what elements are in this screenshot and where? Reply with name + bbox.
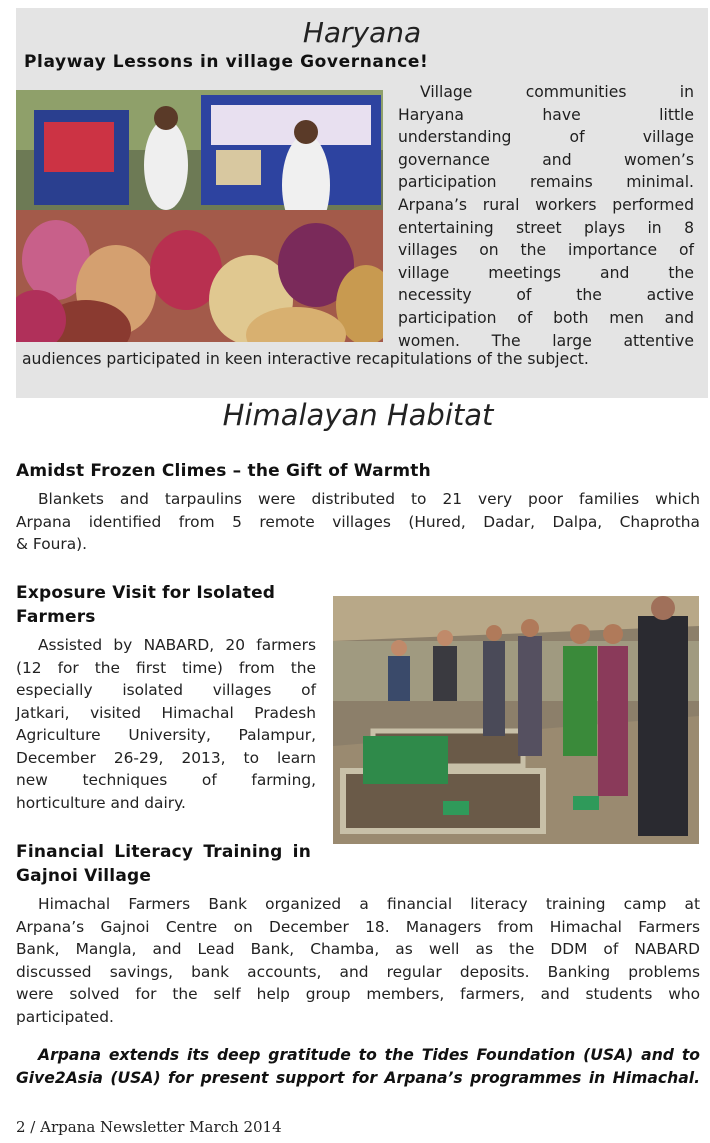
farm-visit-photo	[333, 596, 699, 844]
exposure-line: Agriculture University, Palampur,	[16, 726, 316, 744]
exposure-line: December 26-29, 2013, to learn	[16, 748, 316, 767]
haryana-line: village meetings and the	[398, 263, 694, 282]
finlit-line: participated.	[16, 1007, 114, 1026]
exposure-line: especially isolated villages of	[16, 681, 316, 699]
gratitude-line: Give2Asia (USA) for present support for Arpana’s programmes in Himachal.	[16, 1068, 700, 1087]
exposure-heading-line: Farmers	[16, 607, 96, 627]
frozen-line: Blankets and tarpaulins were distributed to 21 very poor families which	[38, 490, 700, 508]
exposure-line: horticulture and dairy.	[16, 793, 186, 812]
haryana-line: Haryana have little	[398, 105, 694, 124]
finlit-heading-line: Gajnoi Village	[16, 866, 152, 886]
exposure-line: (12 for the first time) from the	[16, 658, 316, 677]
haryana-line: Arpana’s rural workers performed	[398, 195, 694, 214]
haryana-line: participation remains minimal.	[398, 173, 694, 192]
haryana-subtitle: Playway Lessons in village Governance!	[24, 52, 429, 72]
gratitude-note	[16, 1044, 700, 1089]
frozen-paragraph	[16, 488, 700, 556]
frozen-heading: Amidst Frozen Climes – the Gift of Warmth	[16, 461, 431, 481]
haryana-line: women. The large attentive	[398, 331, 694, 350]
frozen-line: & Foura).	[16, 535, 88, 553]
finlit-line: were solved for the self help group members, farmers, and students who	[16, 985, 700, 1003]
exposure-heading-line: Exposure Visit for Isolated	[16, 583, 276, 603]
finlit-line: Himachal Farmers Bank organized a financial literacy training camp at	[38, 895, 700, 913]
haryana-last-line: audiences participated in keen interactive recapitulations of the subject.	[22, 350, 589, 368]
haryana-line: villages on the importance of	[398, 241, 694, 260]
gratitude-line: Arpana extends its deep gratitude to the Tides Foundation (USA) and to	[38, 1046, 700, 1064]
page-footer: 2 / Arpana Newsletter March 2014	[16, 1118, 282, 1136]
haryana-line: governance and women’s	[398, 150, 694, 169]
himalayan-title: Himalayan Habitat	[222, 398, 494, 432]
finlit-heading	[16, 840, 311, 888]
street-play-photo	[16, 90, 383, 342]
finlit-line: discussed savings, bank accounts, and regular deposits. Banking problems	[16, 962, 700, 981]
finlit-line: Bank, Mangla, and Lead Bank, Chamba, as well as the DDM of NABARD	[16, 940, 700, 958]
photo-street-play-icon	[16, 90, 383, 342]
exposure-paragraph	[16, 634, 316, 814]
haryana-line: entertaining street plays in 8	[398, 218, 694, 237]
frozen-line: Arpana identified from 5 remote villages (Hured, Dadar, Dalpa, Chaprotha	[16, 512, 700, 531]
haryana-section	[16, 8, 708, 398]
haryana-line: necessity of the active	[398, 286, 694, 305]
finlit-paragraph	[16, 893, 700, 1028]
haryana-line: Village communities in	[420, 83, 694, 101]
haryana-title: Haryana	[302, 16, 422, 49]
haryana-line: understanding of village	[398, 128, 694, 147]
haryana-line: participation of both men and	[398, 308, 694, 327]
exposure-line: Assisted by NABARD, 20 farmers	[38, 636, 316, 654]
haryana-paragraph	[398, 81, 694, 352]
photo-farm-visit-icon	[333, 596, 699, 844]
finlit-line: Arpana’s Gajnoi Centre on December 18. Managers from Himachal Farmers	[16, 917, 700, 936]
finlit-heading-line: Financial Literacy Training in	[16, 842, 311, 862]
exposure-line: new techniques of farming,	[16, 771, 316, 789]
exposure-line: Jatkari, visited Himachal Pradesh	[16, 703, 316, 722]
exposure-heading	[16, 581, 316, 629]
